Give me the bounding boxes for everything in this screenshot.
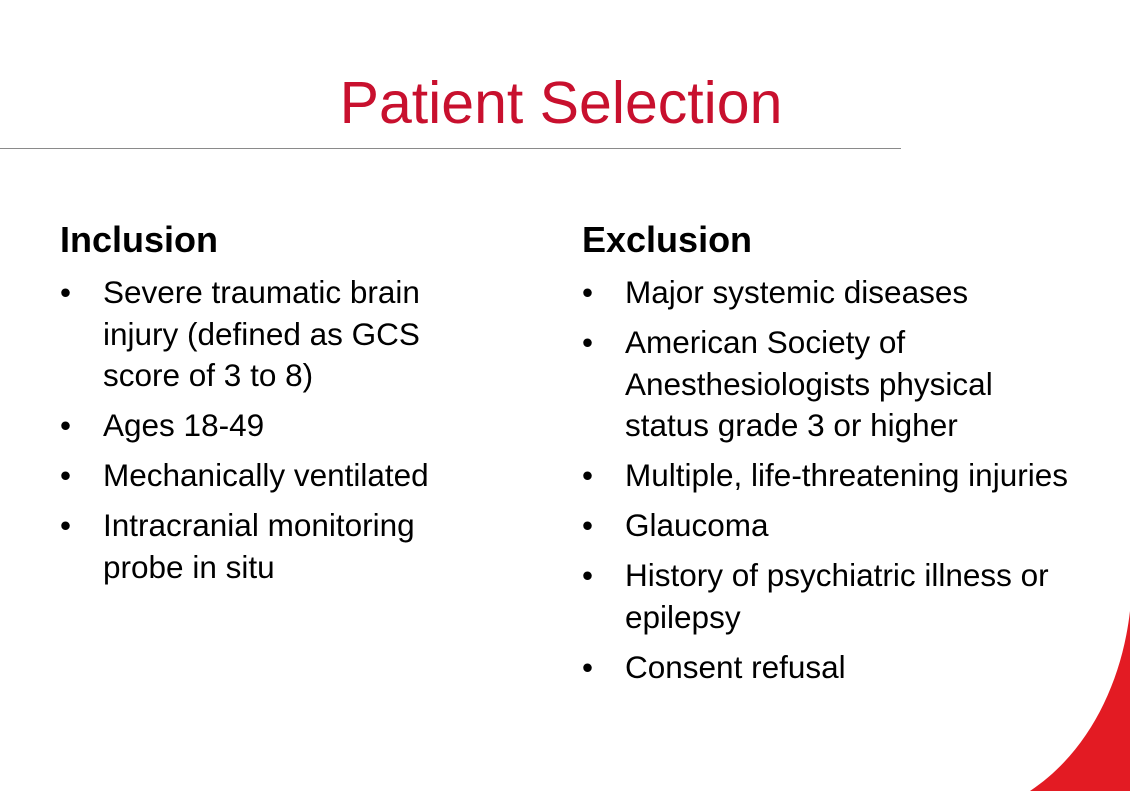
inclusion-item (60, 272, 480, 397)
exclusion-column (582, 218, 1082, 697)
bullet-icon: • (582, 457, 594, 493)
title-divider (0, 148, 901, 149)
bullet-icon: • (60, 407, 72, 443)
corner-swoosh-decoration (1030, 611, 1130, 791)
bullet-icon: • (582, 324, 594, 360)
exclusion-item-text: History of psychiatric illness or epilepsy (625, 557, 1049, 635)
bullet-icon: • (60, 507, 72, 543)
exclusion-item (582, 272, 1082, 314)
exclusion-heading: Exclusion (582, 219, 753, 260)
inclusion-column (60, 218, 480, 597)
exclusion-item (582, 505, 1082, 547)
exclusion-item (582, 647, 1082, 689)
inclusion-item-text: Mechanically ventilated (103, 457, 429, 493)
bullet-icon: • (582, 557, 594, 593)
inclusion-item-text: Ages 18-49 (103, 407, 265, 443)
bullet-icon: • (60, 457, 72, 493)
bullet-icon: • (582, 274, 594, 310)
slide-title: Patient Selection (339, 70, 783, 136)
bullet-icon: • (60, 274, 72, 310)
exclusion-item-text: American Society of Anesthesiologists physical status grade 3 or higher (625, 324, 993, 443)
inclusion-item (60, 455, 480, 497)
inclusion-item (60, 505, 480, 588)
swoosh-shape (1030, 611, 1130, 791)
exclusion-item-text: Major systemic diseases (625, 274, 969, 310)
bullet-icon: • (582, 648, 594, 685)
inclusion-item-text: Intracranial monitoring probe in situ (103, 507, 415, 585)
exclusion-item-text: Glaucoma (625, 507, 769, 543)
exclusion-item-text: Consent refusal (625, 648, 846, 685)
inclusion-item-text: Severe traumatic brain injury (defined as GCS score of 3 to 8) (103, 274, 420, 393)
inclusion-list (60, 272, 480, 588)
exclusion-item (582, 322, 1082, 447)
exclusion-item (582, 555, 1082, 638)
exclusion-item (582, 455, 1082, 497)
inclusion-heading: Inclusion (60, 219, 219, 260)
bullet-icon: • (582, 507, 594, 543)
inclusion-item (60, 405, 480, 447)
exclusion-list (582, 272, 1082, 688)
exclusion-item-text: Multiple, life-threatening injuries (625, 457, 1068, 493)
